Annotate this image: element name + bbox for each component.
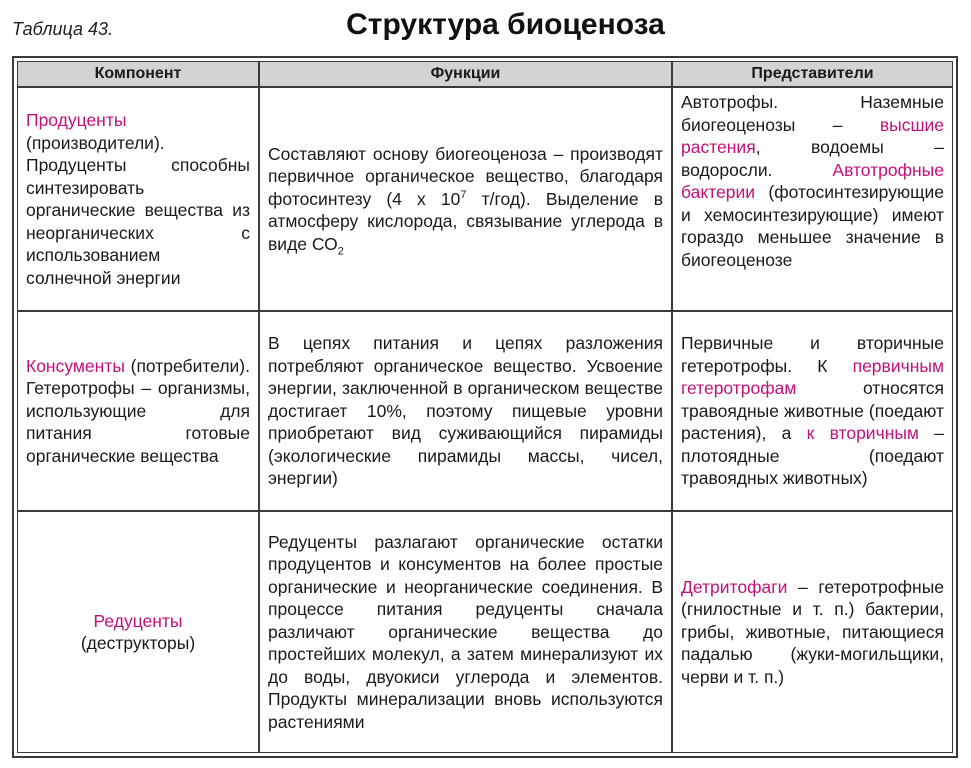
- term-producers: Продуценты: [26, 110, 127, 130]
- header-component: Компонент: [17, 61, 259, 87]
- term-consumers: Консументы: [26, 355, 125, 376]
- producers-reps-text-2: , водоемы – водоросли.: [681, 137, 944, 180]
- term-decomposers: Редуценты: [93, 610, 183, 631]
- cell-consumers-functions: В цепях питания и цепях разложения потребляют органическое вещество. Усвоение энергии, заключенной в органическом веществе достигает 10%, поэтому пищевые уровни приобретают вид суживающийся пирамиды (экологические пирамиды массы, чисел, энергии): [259, 311, 672, 511]
- cell-consumers-component: [17, 311, 259, 511]
- cell-decomposers-representatives: [672, 511, 953, 753]
- table-row-decomposers: [17, 511, 953, 753]
- consumers-description: (потребители). Гетеротрофы – организмы, использующие для питания готовые органические вещества: [26, 355, 250, 466]
- consumers-reps-text-3: – плотоядные (поедают травоядных животных): [681, 423, 944, 489]
- table-header-row: [17, 61, 953, 87]
- producers-reps-text-3: (фотосинтезирующие и хемосинтезирующие) имеют гораздо меньшее значение в биогеоценозе: [681, 182, 944, 270]
- term-primary-heterotrophs: первичным гетеротрофам: [681, 355, 944, 399]
- page-title: Структура биоценоза: [346, 8, 665, 41]
- cell-consumers-representatives: [672, 311, 953, 511]
- producers-functions-text-2: т/год). Выделение в атмосферу кислорода, связывание углерода в виде СО: [268, 188, 663, 254]
- producers-functions-exponent: 7: [460, 188, 467, 201]
- consumers-reps-text-1: Первичные и вторичные гетеротрофы. К: [681, 333, 944, 376]
- cell-decomposers-component: [17, 511, 259, 753]
- term-detritophages: Детритофаги: [681, 576, 788, 597]
- term-autotrophic-bacteria: Автотрофные бактерии: [681, 159, 944, 202]
- consumers-reps-text-2: относятся травоядные животные (поедают растения), а: [681, 378, 944, 444]
- producers-description: (производители). Продуценты способны синтезировать органические вещества из неорганических с использованием солнечной энергии: [26, 132, 250, 288]
- decomposers-reps-text-1: – гетеротрофные (гнилостные и т. п.) бактерии, грибы, животные, питающиеся падалью (жуки-могильщики, черви и т. п.): [681, 576, 944, 687]
- term-higher-plants: высшие растения: [681, 114, 944, 157]
- producers-reps-text-1: Автотрофы. Наземные биогеоценозы –: [681, 92, 944, 135]
- table-row-consumers: [17, 311, 953, 511]
- biocenosis-table: [17, 61, 953, 753]
- header-representatives: Представители: [672, 61, 953, 87]
- biocenosis-table-frame: [12, 56, 958, 758]
- term-secondary: к вторичным: [806, 423, 919, 444]
- decomposers-description: (деструкторы): [80, 633, 196, 653]
- header-functions: Функции: [259, 61, 672, 87]
- cell-producers-component: [17, 87, 259, 311]
- producers-functions-subscript: 2: [337, 245, 344, 258]
- cell-decomposers-functions: Редуценты разлагают органические остатки продуцентов и консументов на более простые органические и неорганические соединения. В процессе питания редуценты сначала различают органические вещества до простейших молекул, а затем минерализуют их до воды, двуокиси углерода и элементов. Продукты минерализации вновь используются растениями: [259, 511, 672, 753]
- producers-functions-text-1: Составляют основу биогеоценоза – производят первичное органическое вещество, благодаря фотосинтезу (4 х 10: [268, 143, 663, 209]
- cell-producers-functions: [259, 87, 672, 311]
- cell-producers-representatives: [672, 87, 953, 311]
- table-caption: Таблица 43.: [12, 19, 114, 39]
- table-row-producers: [17, 87, 953, 311]
